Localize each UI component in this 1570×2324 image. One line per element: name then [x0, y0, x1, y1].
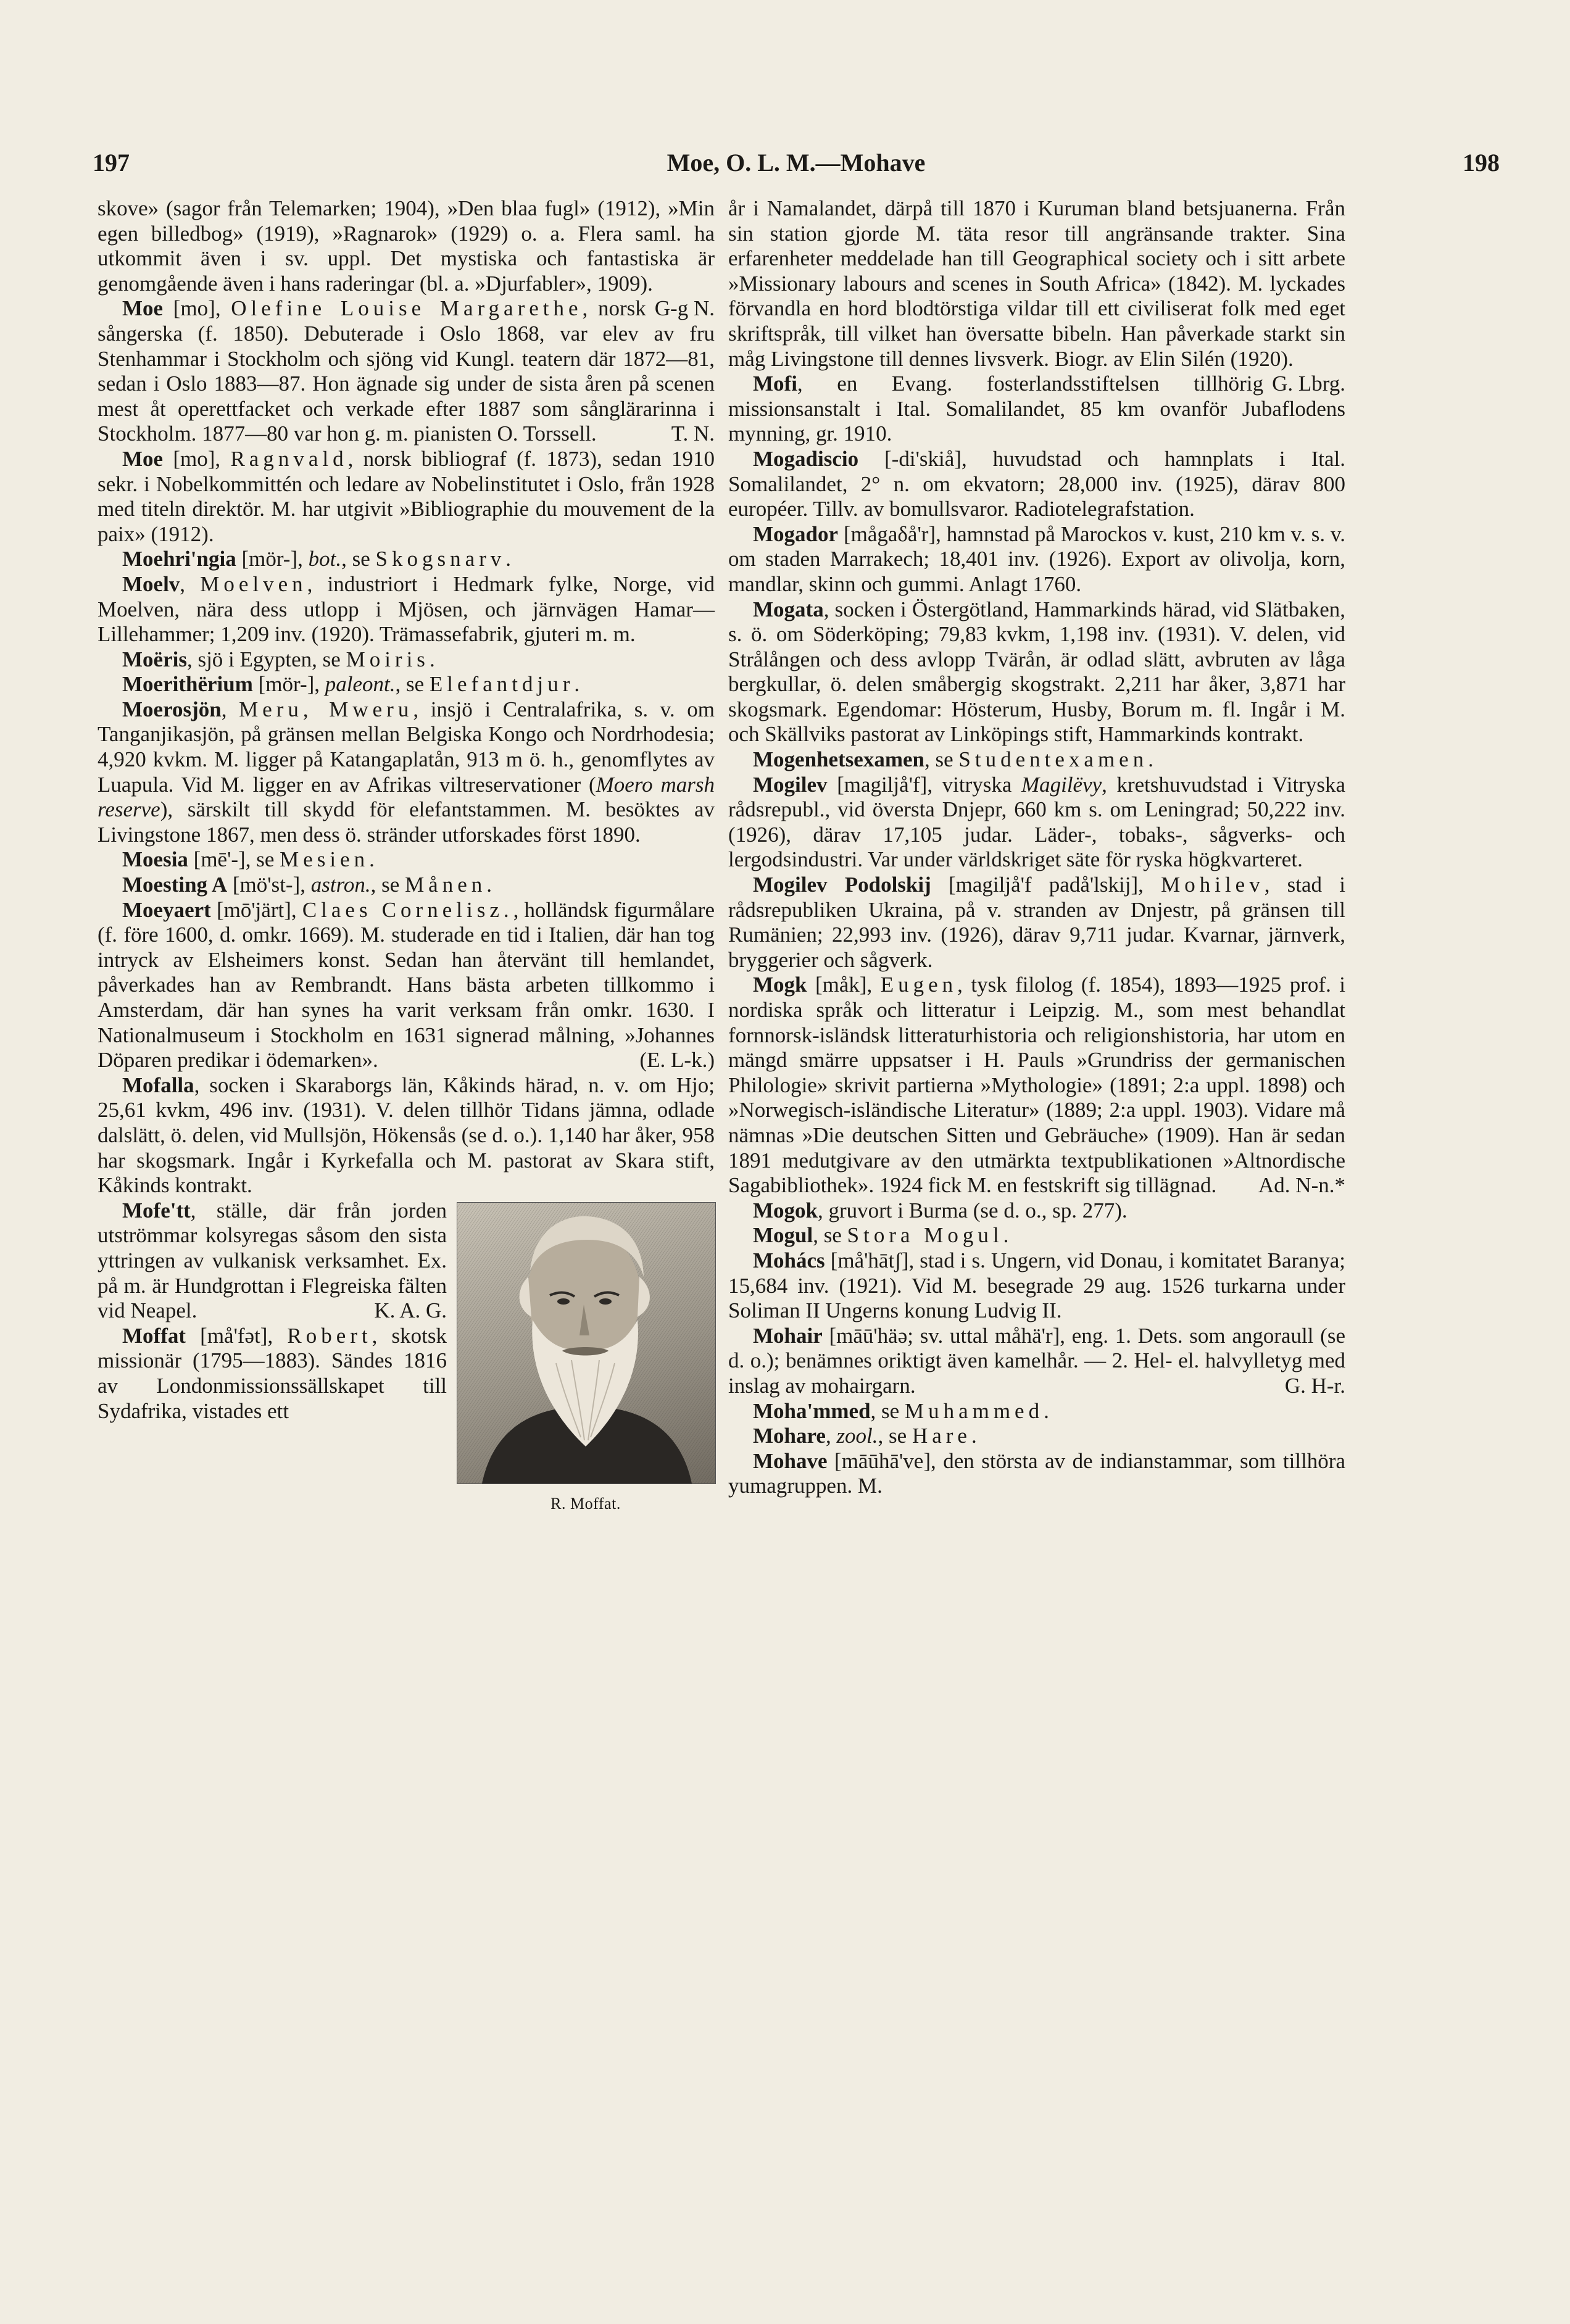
entry-text: , se [924, 747, 959, 772]
entry-text: . [574, 672, 580, 697]
entry-mohammed [728, 1399, 1345, 1424]
entry-mohair [728, 1324, 1345, 1399]
subject-abbreviation: astron. [310, 873, 371, 897]
author-signature: T. N. [671, 421, 715, 446]
entry-text: [magiljå'f], vitryska [827, 772, 1021, 797]
entry-moesting [98, 873, 715, 898]
entry-text: , se [370, 873, 405, 897]
entry-text: [mö'st-], [227, 873, 311, 897]
entry-mohave [728, 1449, 1345, 1499]
entry-text: . [971, 1424, 977, 1448]
entry-text: [mör-], [236, 547, 309, 571]
right-column [728, 196, 1345, 1499]
entry-text: . [1148, 747, 1153, 772]
author-signature: G. H-r. [1284, 1373, 1345, 1398]
entry-mogilev-podolskij [728, 873, 1345, 973]
cross-reference: Mesien [280, 847, 370, 872]
entry-text: , socken i Östergötland, Hammarkinds härad, vid Slätbaken, s. ö. om Söderköping; 79,83 kvkm, 1,198 inv. (1931). V. delen, vid Strålången och dess avlopp Tvärån, är odlad slätt, avbruten av låga bergkullar, ö. delen småbergig skogstrakt. 2,211 har åker, 3,871 har skogsmark. Egendomar: Hösterum, Husby, Borum m. fl. Ingår i M. och Skällviks pastorat av Linköpings stift, Hammarkinds kontrakt. [728, 597, 1345, 747]
entry-text: år i Namalandet, därpå till 1870 i Kuruman bland betsjuanerna. Från sin station gjorde M. täta resor till angränsande trakter. Sina erfarenheter meddelade han till Geographical society och i sitt arbete »Missionary labours and scenes in South Africa» (1842). M. lyckades förvandla en hord blodtörstiga vildar till ett civiliserat folk med eget skriftspråk, till vilket han översatte bibeln. Han påverkade starkt sin måg Livingstone till dennes livsverk. Biogr. av Elin Silén (1920). [728, 196, 1345, 371]
entry-text: [mör-], [252, 672, 325, 697]
author-signature: Ad. N-n.* [1258, 1173, 1345, 1198]
headword: Mogk [753, 973, 807, 997]
cross-reference: Hare [912, 1424, 971, 1448]
entry-text: , se [870, 1398, 905, 1423]
entry-mogul [728, 1223, 1345, 1248]
entry-mofi [728, 371, 1345, 447]
entry-mogok [728, 1198, 1345, 1224]
headword: Mohair [753, 1323, 823, 1348]
person-name: Olefine Louise Margarethe [231, 296, 583, 321]
entry-text: , se [878, 1424, 912, 1448]
entry-moe-ragnvald [98, 447, 715, 547]
entry-moehringia [98, 547, 715, 572]
entry-text: , [221, 697, 239, 721]
headword: Mogata [753, 597, 824, 621]
headword: Moëris [122, 647, 187, 671]
left-column [98, 196, 715, 1527]
entry-text: [mē'-], se [188, 847, 280, 872]
entry-moesia [98, 847, 715, 873]
page-number-left: 197 [93, 149, 130, 176]
entry-moeris [98, 647, 715, 673]
author-signature: (E. L-k.) [639, 1048, 715, 1073]
entry-mogata [728, 597, 1345, 748]
headword: Moe [122, 446, 164, 471]
entry-text: , en Evang. fosterlandsstiftelsen tillhörig missionsanstalt i Ital. Somalilandet, 85 km ovanför Jubaflodens mynning, gr. 1910. [728, 371, 1345, 446]
author-signature: G-g N. [654, 296, 715, 321]
entry-text: , sjö i Egypten, se [186, 647, 346, 671]
entry-text: [māū'häə; sv. uttal måhä'r], eng. 1. Dets. som angoraull (se d. o.); benämnes oriktigt även kamelhår. — 2. Hel- el. halvylletyg med inslag av mohairgarn. [728, 1323, 1345, 1398]
entry-text: , se [395, 672, 430, 697]
headword: Mogadiscio [753, 446, 859, 471]
entry-text: . [486, 873, 492, 897]
entry-text: [-di'skiå], huvudstad och hamnplats i Ital. Somalilandet, 2° n. om ekvatorn; 28,000 inv. (1925), därav 800 européer. Tillv. av bomullsvaror. Radiotelegrafstation. [728, 446, 1345, 521]
entry-mohare [728, 1424, 1345, 1449]
entry-text: , [180, 571, 201, 596]
author-signature: G. Lbrg. [1272, 371, 1345, 396]
headword: Moerithërium [122, 672, 253, 697]
entry-text: . [429, 647, 435, 671]
entry-text: ), särskilt till skydd för elefantstammen. M. besöktes av Livingstone 1867, men dess ö. stränder utforskades först 1890. [98, 797, 715, 847]
entry-text: , holländsk figurmålare (f. före 1600, d. omkr. 1669). M. studerade en tid i Italien, där han tog intryck av Elsheimers konst. Sedan han återvänt till hemlandet, påverkades han av Rembrandt. Hans bästa arbeten tillkommo i Amsterdam, där han synes ha varit verksam från omkr. 1630. I Nationalmuseum i Stockholm en 1631 signerad målning, »Johannes Döparen predikar i ödemarken». [98, 897, 715, 1073]
entry-text: , skotsk missionär (1795—1883). Sändes 1816 av Londonmissionssällskapet till Sydafrika, vistades ett [98, 1323, 447, 1423]
figure-caption: R. Moffat. [550, 1494, 621, 1513]
cross-reference: Stora Mogul [847, 1223, 1003, 1248]
alt-name: Moelven [200, 571, 307, 596]
subject-abbreviation: zool. [836, 1424, 878, 1448]
headword: Mohács [753, 1248, 825, 1272]
entry-text: [mo], [163, 446, 231, 471]
entry-text: [må'fət], [186, 1323, 288, 1348]
headword: Moe [122, 296, 164, 321]
entry-text: , tysk filolog (f. 1854), 1893—1925 prof. i nordiska språk och litteratur i Leipzig. M., som mest behandlat fornnorsk-isländsk litteraturhistoria och religionshistoria, har utom en mängd smärre uppsatser i H. Pauls »Grundriss der germanischen Philologie» skrivit partierna »Mythologie» (1891; 2:a uppl. 1898) och »Norwegisch-isländische Literatur» (1889; 2:a uppl. 1903). Vidare må nämnas »Die deutschen Sitten und Gebräuche» (1909). Han är sedan 1891 medutgivare av den utmärkta textpublikationen »Altnordische Sagabibliothek». 1924 fick M. en festskrift sig tillägnad. [728, 973, 1345, 1198]
subject-abbreviation: paleont. [325, 672, 396, 697]
person-name: Robert [287, 1323, 372, 1348]
italic-term: Magilëvy [1021, 772, 1102, 797]
cross-reference: Muhammed [904, 1398, 1044, 1423]
entry-text: , [825, 1424, 837, 1448]
subject-abbreviation: bot. [308, 547, 342, 571]
headword: Moesting A [122, 873, 228, 897]
entry-text: [mågaδå'r], hamnstad på Marockos v. kust, 210 km v. s. v. om staden Marrakech; 18,401 inv. (1926). Export av olivolja, korn, mandlar, skinn och gummi. Anlagt 1760. [728, 521, 1345, 596]
italic-term: Moero marsh reserve [98, 772, 715, 822]
entry-text: , socken i Skaraborgs län, Kåkinds härad, n. v. om Hjo; 25,61 kvkm, 496 inv. (1931). V. delen tillhör Tidans jämna, odlade dalslätt, ö. delen, vid Mullsjön, Hökensås (se d. o.). 1,140 har åker, 958 har skogsmark. Ingår i Kyrkefalla och M. pastorat av Skara stift, Kåkinds kontrakt. [98, 1073, 715, 1198]
entry-mogador [728, 522, 1345, 597]
entry-text: [mo], [163, 296, 231, 321]
entry-mohacs [728, 1248, 1345, 1324]
headword: Mofi [753, 371, 797, 396]
entry-text: . [1003, 1223, 1009, 1248]
entry-text: , ställe, där från jorden utströmmar kolsyregas såsom den sista yttringen av vulkanisk verksamhet. Ex. på m. är Hundgrottan i Flegreiska fälten vid Neapel. [98, 1198, 447, 1323]
page-header [93, 148, 1500, 191]
entry-text: , industriort i Hedmark fylke, Norge, vid Moelven, nära dess utlopp i Mjösen, och järnvägen Hamar—Lillehammer; 1,209 inv. (1920). Trämassefabrik, gjuteri m. m. [98, 571, 715, 647]
entry-mogenhetsexamen [728, 747, 1345, 773]
headword: Moffat [122, 1323, 186, 1348]
entry-text: , gruvort i Burma (se d. o., sp. 277). [818, 1198, 1128, 1222]
cross-reference: Skogsnarv [375, 547, 506, 571]
alt-name: Mohilev [1161, 873, 1265, 897]
entry-text: , kretshuvudstad i Vitryska rådsrepubl., vid översta Dnjepr, 660 km s. om Leningrad; 50,222 inv. (1926), därav 17,105 judar. Läder-, tobaks-, sågverks- och lergodsindustri. Var under världskriget säte för ryska högkvarteret. [728, 772, 1345, 872]
entry-text: . [505, 547, 512, 571]
page-number-right: 198 [1463, 149, 1500, 176]
headword: Moha'mmed [753, 1398, 871, 1423]
headword: Moesia [122, 847, 188, 872]
headword: Moelv [122, 571, 180, 596]
headword: Mohave [753, 1448, 828, 1473]
headword: Mohare [753, 1424, 826, 1448]
entry-moe-olefine [98, 296, 715, 447]
entry-moelv [98, 572, 715, 647]
cross-reference: Elefantdjur [429, 672, 575, 697]
portrait-image [457, 1202, 716, 1484]
headword: Mogilev Podolskij [753, 873, 931, 897]
portrait-engraving-icon [457, 1203, 715, 1484]
person-name: Eugen [880, 973, 958, 997]
entry-moeritherium [98, 672, 715, 697]
entry-text: , se [813, 1223, 847, 1248]
headword: Mogul [753, 1223, 813, 1248]
entry-text: skove» (sagor från Telemarken; 1904), »Den blaa fugl» (1912), »Min egen billedbog» (1919), »Ragnarok» (1929) o. a. Flera saml. ha utkommit även i sv. uppl. Det mystiska och fantastiska är genomgående även i hans raderingar (bl. a. »Djurfabler», 1909). [98, 196, 715, 296]
headword: Mogilev [753, 772, 828, 797]
headword: Moeyaert [122, 897, 211, 922]
entry-text: , stad i rådsrepubliken Ukraina, på v. stranden av Dnjestr, på gränsen till Rumänien; 22,993 inv. (1926), därav 9,711 judar. Kvarnar, järnverk, bryggerier och sågverk. [728, 873, 1345, 972]
entry-text: [magiljå'f padå'lskij], [931, 873, 1161, 897]
entry-mogadiscio [728, 447, 1345, 522]
portrait-figure [457, 1202, 715, 1523]
entry-text: . [369, 847, 375, 872]
entry-moerosjon [98, 697, 715, 848]
headword: Moerosjön [122, 697, 222, 721]
headword: Mofalla [122, 1073, 194, 1097]
person-name: Ragnvald [230, 446, 348, 471]
headword: Mogok [753, 1198, 818, 1222]
entry-moeyaert [98, 898, 715, 1073]
entry-text: , insjö i Centralafrika, s. v. om Tanganjikasjön, på gränsen mellan Belgiska Kongo och Nordrhodesia; 4,920 kvkm. M. ligger på Katangaplatån, 913 m ö. h., genomflytes av Luapula. Vid M. ligger en av Afrikas viltreservationer ( [98, 697, 715, 797]
entry-text: , norsk bibliograf (f. 1873), sedan 1910 sekr. i Nobelkommittén och ledare av Nobelinstitutet i Oslo, från 1928 med titeln direktör. M. har utgivit »Bibliographie du mouvement de la paix» (1912). [98, 446, 715, 546]
entry-text: [mō'järt], [210, 897, 302, 922]
entry-mogilev [728, 773, 1345, 873]
entry-text: , se [341, 547, 376, 571]
entry-text: [måk], [807, 973, 881, 997]
cross-reference: Månen [405, 873, 487, 897]
author-signature: K. A. G. [374, 1298, 447, 1323]
headword: Mogenhetsexamen [753, 747, 925, 772]
headword: Moehri'ngia [122, 547, 236, 571]
entry-mofalla [98, 1073, 715, 1198]
entry-text: . [1044, 1398, 1049, 1423]
entry-text: , norsk sångerska (f. 1850). Debuterade i Oslo 1868, var elev av fru Stenhammar i Stockholm och sjöng vid Kungl. teatern där 1872—81, sedan i Oslo 1883—87. Hon ägnade sig under de sista åren på scenen mest åt operettfacket och verkade efter 1887 som sånglärarinna i Stockholm. 1877—80 var hon g. m. pianisten O. Torssell. [98, 296, 715, 446]
running-head: Moe, O. L. M.—Mohave [667, 149, 926, 176]
alt-name: Meru, Mweru [239, 697, 413, 721]
person-name: Claes Cornelisz. [302, 897, 513, 922]
headword: Mogador [753, 521, 839, 546]
cross-reference: Moiris [346, 647, 430, 671]
cross-reference: Studentexamen [958, 747, 1148, 772]
entry-mogk [728, 973, 1345, 1198]
headword: Mofe'tt [122, 1198, 191, 1222]
entry-text: [māūhā've], den största av de indianstammar, som tillhöra yumagruppen. M. [728, 1448, 1345, 1498]
entry-text: [må'hātʃ], stad i s. Ungern, vid Donau, i komitatet Baranya; 15,684 inv. (1921). Vid M. besegrade 29 aug. 1526 turkarna under Soliman II Ungerns konung Ludvig II. [728, 1248, 1345, 1323]
